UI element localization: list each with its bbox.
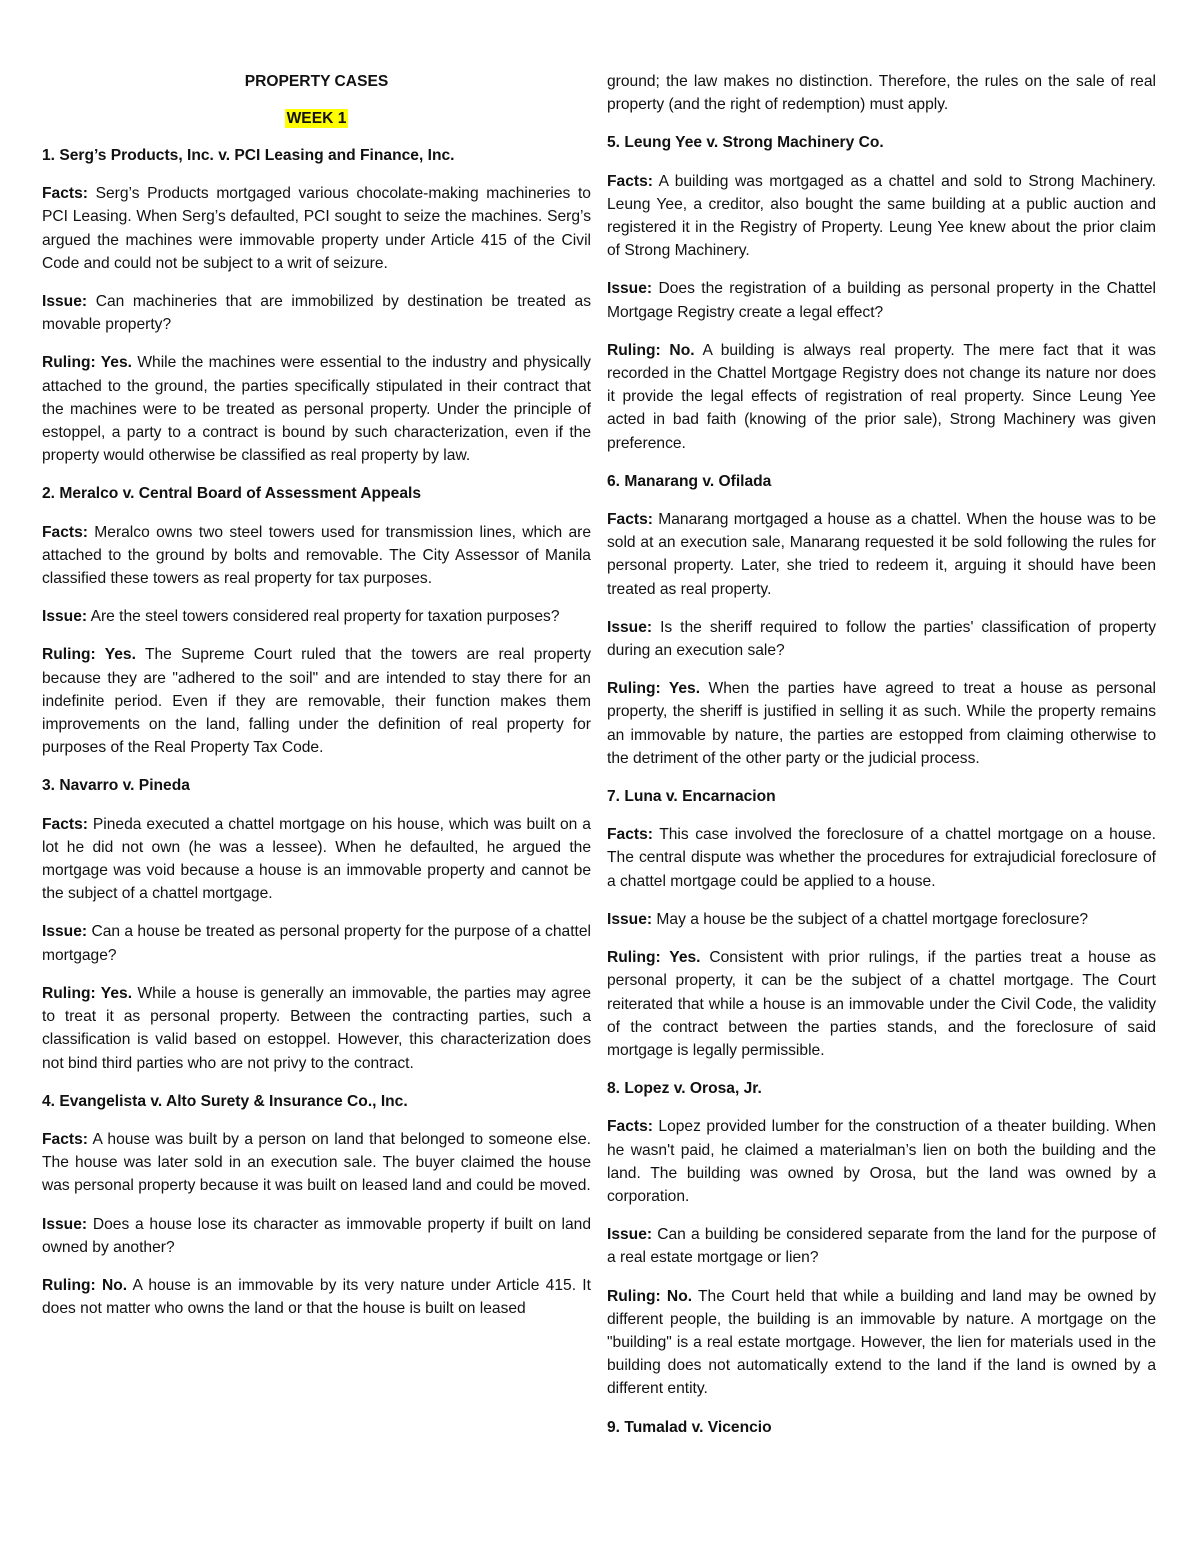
case-issue [42,920,591,966]
case-title: 4. Evangelista v. Alto Surety & Insurance Co., Inc. [42,1092,408,1110]
case-ruling [607,339,1156,455]
ruling-text: While a house is generally an immovable, the parties may agree to treat it as personal property. Between the contracting parties, such a classification is valid based on estoppel. However, this characterization does not bind third parties who are not privy to the contract. [42,984,591,1072]
case-ruling [42,1274,591,1320]
case-title: 8. Lopez v. Orosa, Jr. [607,1080,762,1098]
facts-text: Pineda executed a chattel mortgage on his house, which was built on a lot he did not own (he was a lessee). When he defaulted, he argued the mortgage was void because a house is an immovable property and cannot be the subject of a chattel mortgage. [42,815,591,903]
ruling-label: Ruling: Yes. [607,680,701,698]
facts-label: Facts: [42,815,88,833]
case-ruling [42,982,591,1075]
case-issue [607,616,1156,662]
issue-text: Does the registration of a building as personal property in the Chattel Mortgage Registry create a legal effect? [607,280,1156,321]
case-ruling [607,946,1156,1062]
issue-text: Can a house be treated as personal property for the purpose of a chattel mortgage? [42,923,591,964]
case-facts [42,813,591,906]
case-ruling [42,351,591,467]
issue-label: Issue: [607,618,653,636]
case-3 [42,774,591,1074]
case-title: 6. Manarang v. Ofilada [607,472,772,490]
ruling-label: Ruling: Yes. [42,646,136,664]
week-label: WEEK 1 [286,110,347,127]
facts-text: Serg’s Products mortgaged various chocolate-making machineries to PCI Leasing. When Serg’s defaulted, PCI sought to seize the machines. Serg’s argued the machines were immovable property under Article 415 of the Civil Code and could not be subject to a writ of seizure. [42,185,591,272]
issue-text: Can machineries that are immobilized by destination be treated as movable property? [42,293,592,334]
issue-label: Issue: [42,1215,88,1233]
facts-label: Facts: [607,172,653,190]
case-issue [42,1213,591,1259]
issue-label: Issue: [42,923,88,941]
case-facts [607,823,1156,893]
week-heading [42,107,591,130]
case-title: 5. Leung Yee v. Strong Machinery Co. [607,134,884,152]
ruling-label: Ruling: No. [607,341,695,359]
facts-label: Facts: [607,1118,653,1136]
case-issue [42,290,591,336]
ruling-text: When the parties have agreed to treat a house as personal property, the sheriff is justified in selling it as such. While the property remains an immovable by nature, the parties are estopped from claiming otherwise to the detriment of the other party or the judicial process. [607,680,1156,767]
ruling-text: A house is an immovable by its very nature under Article 415. It does not matter who owns the land or that the house is built on leased [42,1276,591,1318]
facts-label: Facts: [42,185,88,203]
facts-text: This case involved the foreclosure of a chattel mortgage on a house. The central dispute was whether the procedures for extrajudicial foreclosure of a chattel mortgage could be applied to a house. [607,826,1156,890]
right-column [607,70,1156,1454]
case-title: 1. Serg’s Products, Inc. v. PCI Leasing and Finance, Inc. [42,147,455,164]
ruling-text: While the machines were essential to the industry and physically attached to the ground, the parties specifically stipulated in their contract that the machines were to be treated as personal property. Under the principle of estoppel, a party to a contract is bound by such characterization, even if the property would otherwise be classified as real property by law. [42,354,591,465]
ruling-label: Ruling: Yes. [42,354,132,372]
facts-text: Manarang mortgaged a house as a chattel. When the house was to be sold at an execution sale, Manarang requested it be sold following the rules for personal property. Later, she tried to redeem it, arguing it should have been treated as real property. [607,511,1156,598]
issue-text: May a house be the subject of a chattel mortgage foreclosure? [656,910,1089,928]
case-issue [607,908,1156,931]
ruling-text: The Court held that while a building and land may be owned by different people, the building is an immovable by nature. A mortgage on the "building" is a real estate mortgage. However, the lien for materials used in the building does not automatically extend to the land if the land is owned by a different entity. [607,1287,1156,1398]
case-title: 9. Tumalad v. Vicencio [607,1418,772,1436]
case-7 [607,785,1156,1062]
case-issue [42,605,591,628]
issue-text: Can a building be considered separate from the land for the purpose of a real estate mortgage or lien? [607,1226,1156,1267]
case-4-ruling-continued: ground; the law makes no distinction. Therefore, the rules on the sale of real property (and the right of redemption) must apply. [607,73,1156,114]
ruling-text: Consistent with prior rulings, if the parties treat a house as personal property, it can be the subject of a chattel mortgage. The Court reiterated that while a house is an immovable under the Civil Code, the validity of the contract between the parties stands, and the foreclosure of said mortgage is legally permissible. [607,949,1156,1059]
issue-label: Issue: [607,280,653,298]
facts-text: A house was built by a person on land that belonged to someone else. The house was later sold in an execution sale. The buyer claimed the house was personal property because it was built on leased land and could be moved. [42,1130,591,1195]
case-facts [607,508,1156,601]
document-title: PROPERTY CASES [244,73,389,90]
facts-label: Facts: [42,523,88,541]
case-2 [42,482,591,759]
case-facts [42,1128,591,1198]
issue-label: Issue: [607,910,653,928]
case-facts [607,170,1156,263]
case-ruling [42,643,591,759]
ruling-label: Ruling: Yes. [607,949,701,967]
case-facts [42,521,591,591]
case-issue [607,1223,1156,1269]
facts-text: A building was mortgaged as a chattel and sold to Strong Machinery. Leung Yee, a creditor, also bought the same building at a public auction and registered it in the Registry of Property. Leung Yee knew about the prior claim of Strong Machinery. [607,172,1156,260]
case-9 [607,1416,1156,1439]
case-ruling [607,1285,1156,1401]
case-issue [607,277,1156,323]
issue-text: Are the steel towers considered real property for taxation purposes? [90,608,560,626]
case-title: 2. Meralco v. Central Board of Assessment Appeals [42,485,421,503]
issue-label: Issue: [607,1226,653,1244]
case-8 [607,1077,1156,1400]
case-facts [42,182,591,275]
ruling-label: Ruling: Yes. [42,984,133,1002]
case-title: 7. Luna v. Encarnacion [607,788,776,806]
ruling-text: The Supreme Court ruled that the towers are real property because they are "adhered to the soil" and are intended to stay there for an indefinite period. Even if they are removable, their function makes them improvements on the land, falling under the definition of real property for purposes of the Real Property Tax Code. [42,646,591,757]
facts-label: Facts: [607,511,653,529]
case-5 [607,131,1156,454]
left-column [42,70,591,1335]
ruling-label: Ruling: No. [42,1276,128,1294]
case-ruling [607,677,1156,770]
issue-text: Does a house lose its character as immovable property if built on land owned by another? [42,1215,591,1256]
facts-text: Meralco owns two steel towers used for transmission lines, which are attached to the ground by bolts and removable. The City Assessor of Manila classified these towers as real property for tax purposes. [42,523,591,588]
case-4 [42,1090,591,1321]
case-facts [607,1115,1156,1208]
case-1 [42,144,591,467]
facts-label: Facts: [607,826,653,844]
facts-label: Facts: [42,1130,88,1148]
facts-text: Lopez provided lumber for the construction of a theater building. When he wasn't paid, he claimed a materialman’s lien on both the building and the land. The building was owned by Orosa, but the land was owned by a corporation. [607,1118,1156,1205]
issue-label: Issue: [42,608,88,626]
issue-text: Is the sheriff required to follow the parties' classification of property during an execution sale? [607,618,1156,660]
ruling-text: A building is always real property. The mere fact that it was recorded in the Chattel Mortgage Registry does not change its nature nor does it provide the legal effects of registration of real property. Since Leung Yee acted in bad faith (knowing of the prior sale), Strong Machinery was given preference. [607,341,1156,452]
issue-label: Issue: [42,293,88,311]
case-title: 3. Navarro v. Pineda [42,777,190,795]
case-6 [607,470,1156,770]
ruling-label: Ruling: No. [607,1287,693,1305]
